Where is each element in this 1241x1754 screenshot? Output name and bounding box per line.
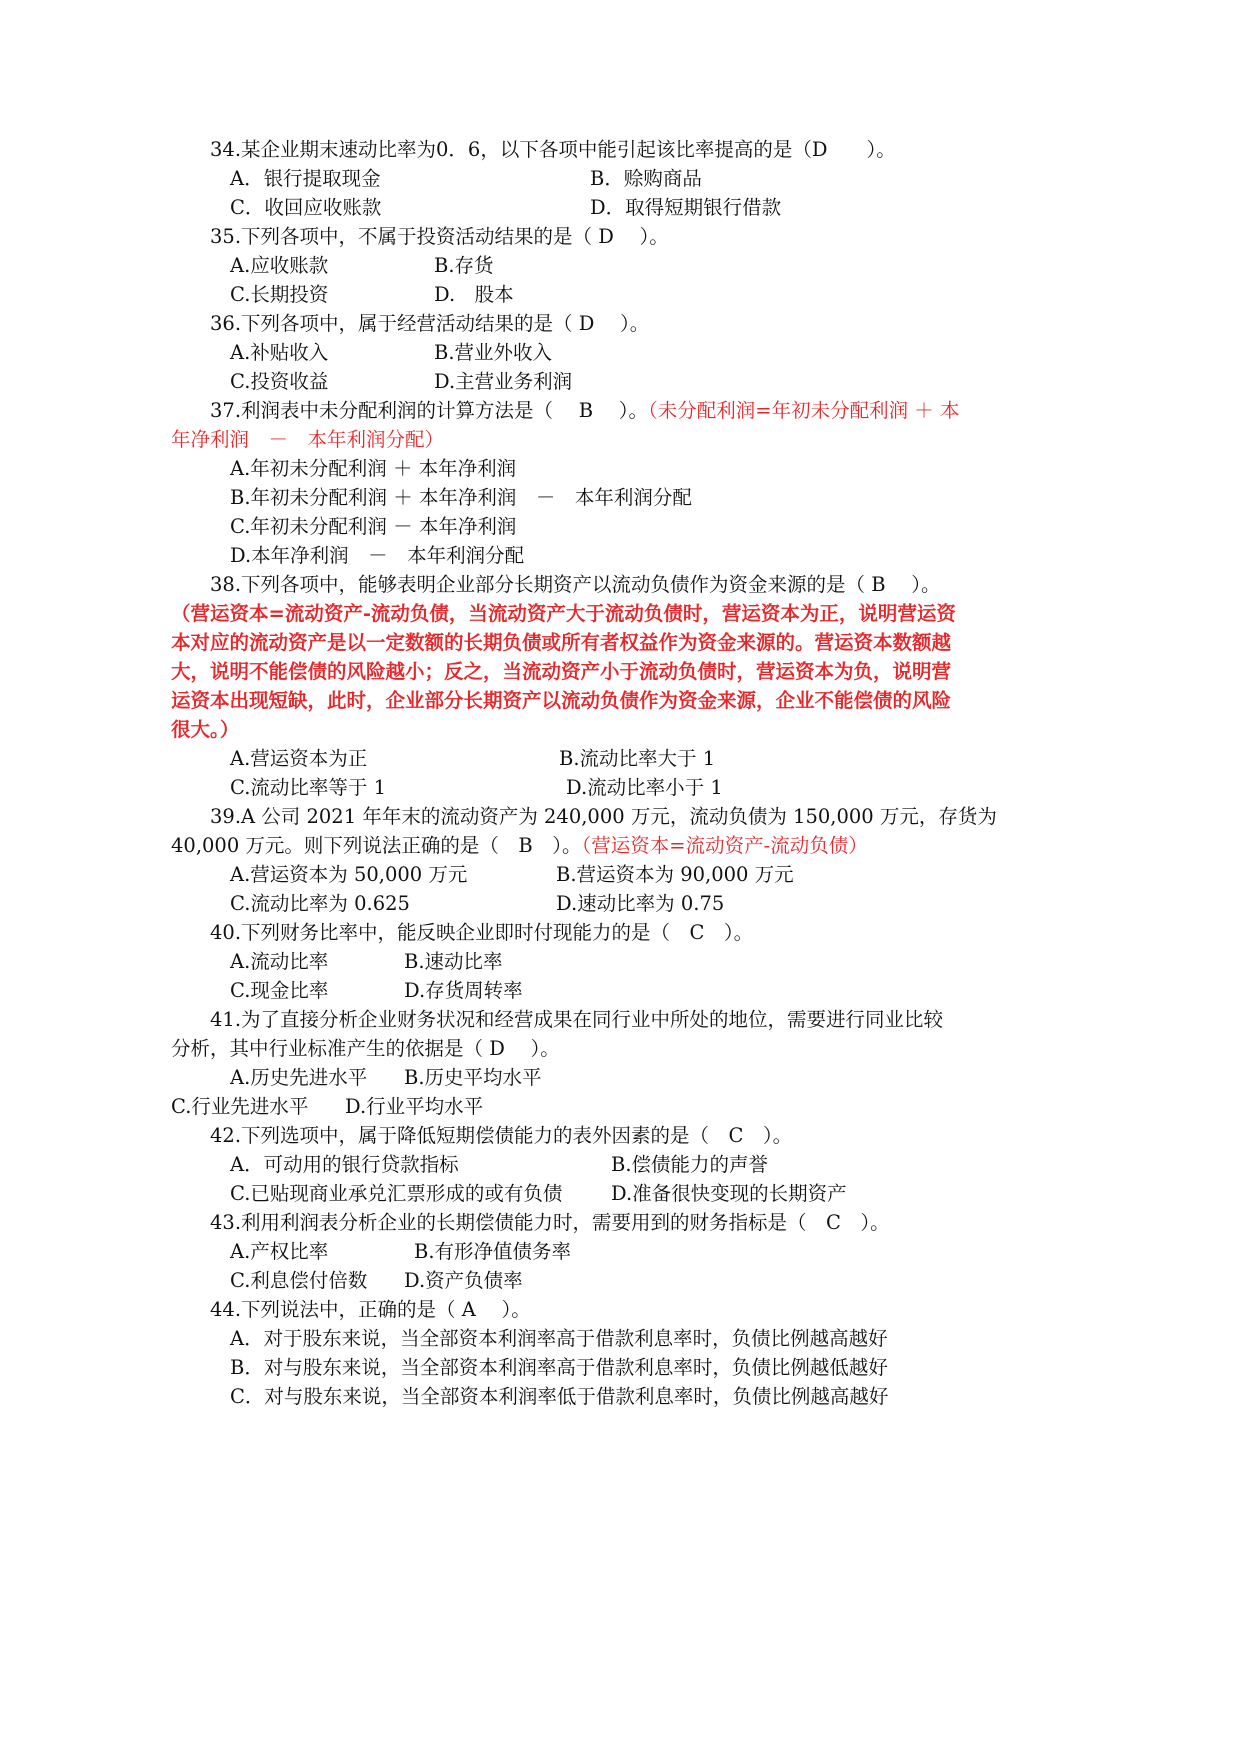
q35-option-c: C.长期投资 [230,283,329,306]
q35-option-d: D. 股本 [434,283,514,306]
q40-stem: 40.下列财务比率中，能反映企业即时付现能力的是（ C ）。 [210,921,754,944]
q41-option-b: B.历史平均水平 [404,1066,542,1089]
q41-option-c: C.行业先进水平 [171,1095,309,1118]
q39-option-a: A.营运资本为 50,000 万元 [230,863,468,886]
q37-stem-text: 37.利润表中未分配利润的计算方法是（ B ）。 [210,399,648,422]
q44-stem: 44.下列说法中，正确的是（ A ）。 [210,1298,531,1321]
q39-stem-text: 40,000 万元。则下列说法正确的是（ B ）。 [171,834,582,857]
q38-stem: 38.下列各项中，能够表明企业部分长期资产以流动负债作为资金来源的是（ B ）。 [210,573,941,596]
q35-option-b: B.存货 [434,254,494,277]
q42-option-b: B.偿债能力的声誉 [611,1153,769,1176]
q39-option-b: B.营运资本为 90,000 万元 [556,863,794,886]
q42-stem: 42.下列选项中，属于降低短期偿债能力的表外因素的是（ C ）。 [210,1124,793,1147]
q43-option-c: C.利息偿付倍数 [230,1269,368,1292]
q41-option-a: A.历史先进水平 [230,1066,368,1089]
q39-stem-line1: 39.A 公司 2021 年年末的流动资产为 240,000 万元，流动负债为 150,000 万元，存货为 [210,805,997,828]
q34-option-b: B．赊购商品 [590,167,702,190]
q38-option-a: A.营运资本为正 [230,747,368,770]
q37-note-line2: 年净利润 － 本年利润分配） [171,428,445,451]
q39-option-d: D.速动比率为 0.75 [556,892,725,915]
q39-option-c: C.流动比率为 0.625 [230,892,410,915]
q37-option-d: D.本年净利润 － 本年利润分配 [230,544,525,567]
q36-option-c: C.投资收益 [230,370,329,393]
q37-stem [210,397,960,425]
q43-option-a: A.产权比率 [230,1240,329,1263]
q39-note: （营运资本=流动资产-流动负债） [581,834,868,857]
q38-note-line: 运资本出现短缺，此时，企业部分长期资产以流动负债作为资金来源，企业不能偿债的风险 [171,689,952,712]
q42-option-a: A．可动用的银行贷款指标 [230,1153,459,1176]
q41-stem-line1: 41.为了直接分析企业财务状况和经营成果在同行业中所处的地位，需要进行同业比较 [210,1008,944,1031]
q38-note-line: （营运资本=流动资产-流动负债，当流动资产大于流动负债时，营运资本为正，说明营运资 [171,602,956,625]
q34-stem: 34.某企业期末速动比率为0．6，以下各项中能引起该比率提高的是（D ）。 [210,138,896,161]
q43-stem: 43.利用利润表分析企业的长期偿债能力时，需要用到的财务指标是（ C ）。 [210,1211,890,1234]
q41-stem-line2: 分析，其中行业标准产生的依据是（ D ）。 [171,1037,560,1060]
q37-note-line1: （未分配利润=年初未分配利润 ＋ 本 [648,399,960,422]
q44-option-c: C．对与股东来说，当全部资本利润率低于借款利息率时，负债比例越高越好 [230,1385,889,1408]
q38-note-line: 本对应的流动资产是以一定数额的长期负债或所有者权益作为资金来源的。营运资本数额越 [171,631,952,654]
q40-option-c: C.现金比率 [230,979,329,1002]
q44-option-b: B．对与股东来说，当全部资本利润率高于借款利息率时，负债比例越低越好 [230,1356,888,1379]
q36-option-b: B.营业外收入 [434,341,553,364]
q38-option-d: D.流动比率小于 1 [566,776,723,799]
q42-option-c: C.已贴现商业承兑汇票形成的或有负债 [230,1182,563,1205]
q36-option-a: A.补贴收入 [230,341,329,364]
q42-option-d: D.准备很快变现的长期资产 [611,1182,847,1205]
q39-stem-line2 [171,832,868,860]
q38-option-b: B.流动比率大于 1 [559,747,716,770]
q43-option-d: D.资产负债率 [404,1269,523,1292]
q38-option-c: C.流动比率等于 1 [230,776,387,799]
q43-option-b: B.有形净值债务率 [414,1240,572,1263]
q40-option-d: D.存货周转率 [404,979,523,1002]
q34-option-c: C．收回应收账款 [230,196,382,219]
q44-option-a: A．对于股东来说，当全部资本利润率高于借款利息率时，负债比例越高越好 [230,1327,888,1350]
q34-option-d: D．取得短期银行借款 [590,196,782,219]
q37-option-a: A.年初未分配利润 ＋ 本年净利润 [230,457,517,480]
q40-option-a: A.流动比率 [230,950,329,973]
q37-option-c: C.年初未分配利润 － 本年净利润 [230,515,517,538]
q37-option-b: B.年初未分配利润 ＋ 本年净利润 － 本年利润分配 [230,486,692,509]
q35-stem: 35.下列各项中，不属于投资活动结果的是（ D ）。 [210,225,669,248]
q36-option-d: D.主营业务利润 [434,370,573,393]
q40-option-b: B.速动比率 [404,950,503,973]
q38-note-line: 很大。） [171,718,240,741]
q41-option-d: D.行业平均水平 [345,1095,484,1118]
q35-option-a: A.应收账款 [230,254,329,277]
q36-stem: 36.下列各项中，属于经营活动结果的是（ D ）。 [210,312,650,335]
q38-note-line: 大，说明不能偿债的风险越小；反之，当流动资产小于流动负债时，营运资本为负，说明营 [171,660,952,683]
q34-option-a: A．银行提取现金 [230,167,381,190]
